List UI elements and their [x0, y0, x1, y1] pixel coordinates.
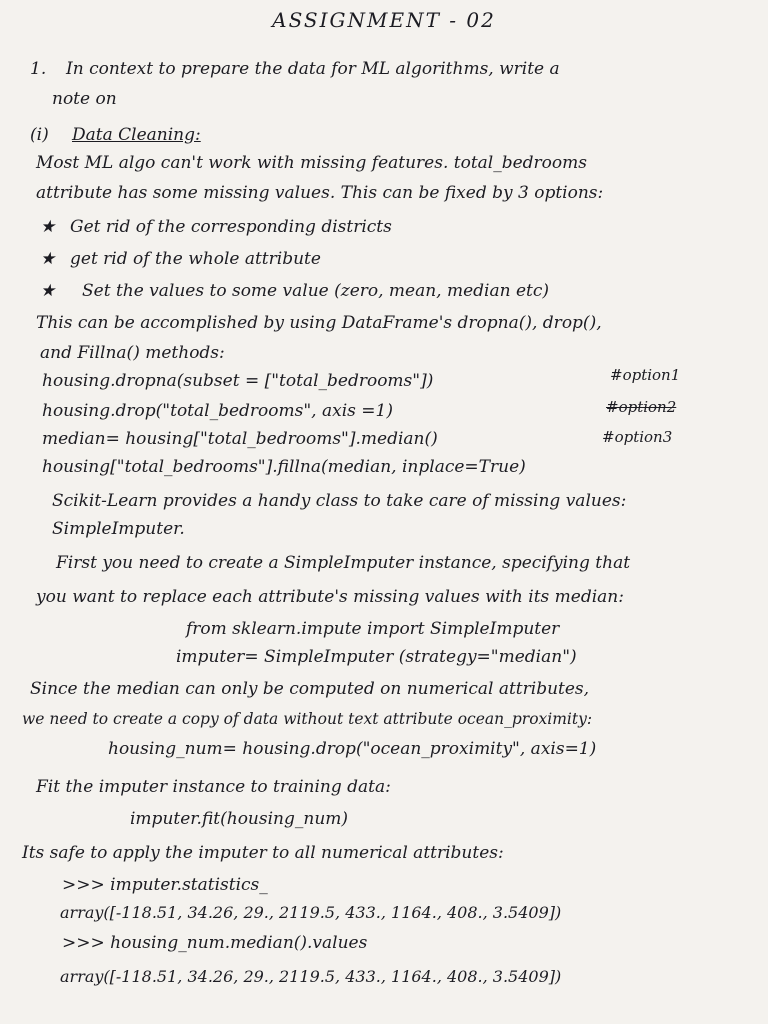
- code1-line-3: median= housing["total_bedrooms"].median(): [42, 429, 438, 449]
- assignment-title: ASSIGNMENT - 02: [272, 8, 496, 32]
- section-label: (i): [30, 125, 49, 145]
- paragraph6: Fit the imputer instance to training data:: [36, 777, 391, 797]
- paragraph3-line-1: Scikit-Learn provides a handy class to take care of missing values:: [52, 491, 627, 511]
- code2-line-1: from sklearn.impute import SimpleImputer: [186, 619, 560, 639]
- paragraph1-line-2: attribute has some missing values. This can be fixed by 3 options:: [36, 183, 604, 203]
- code1-comment-2: #option2: [606, 398, 677, 416]
- question-line-2: note on: [52, 89, 117, 109]
- console-line-2: array([-118.51, 34.26, 29., 2119.5, 433., 1164., 408., 3.5409]): [60, 903, 562, 922]
- code1-line-4: housing["total_bedrooms"].fillna(median, inplace=True): [42, 457, 526, 477]
- option-3: Set the values to some value (zero, mean, median etc): [82, 281, 550, 301]
- code4-line: imputer.fit(housing_num): [130, 809, 349, 829]
- paragraph7: Its safe to apply the imputer to all numerical attributes:: [22, 843, 504, 863]
- paragraph2-line-2: and Fillna() methods:: [40, 343, 225, 363]
- code1-line-1: housing.dropna(subset = ["total_bedrooms"]): [42, 371, 434, 391]
- console-line-3: >>> housing_num.median().values: [62, 933, 368, 953]
- question-line-1: In context to prepare the data for ML algorithms, write a: [66, 59, 560, 79]
- section-heading: Data Cleaning:: [72, 125, 201, 145]
- paragraph5-line-2: we need to create a copy of data without text attribute ocean_proximity:: [22, 710, 593, 728]
- option-1: Get rid of the corresponding districts: [70, 217, 392, 237]
- code3-line: housing_num= housing.drop("ocean_proximity", axis=1): [108, 739, 597, 759]
- star-bullet-icon: ★: [40, 281, 56, 301]
- console-line-1: >>> imputer.statistics_: [62, 875, 268, 895]
- paragraph5-line-1: Since the median can only be computed on numerical attributes,: [30, 679, 590, 699]
- question-number: 1.: [30, 59, 47, 79]
- option-2: get rid of the whole attribute: [70, 249, 321, 269]
- paragraph4-line-1: First you need to create a SimpleImputer instance, specifying that: [56, 553, 631, 573]
- code1-comment-1: #option1: [610, 366, 681, 384]
- paragraph3-line-2: SimpleImputer.: [52, 519, 185, 539]
- code1-line-2: housing.drop("total_bedrooms", axis =1): [42, 401, 393, 421]
- paragraph2-line-1: This can be accomplished by using DataFrame's dropna(), drop(),: [36, 313, 602, 333]
- console-line-4: array([-118.51, 34.26, 29., 2119.5, 433., 1164., 408., 3.5409]): [60, 967, 562, 986]
- star-bullet-icon: ★: [40, 249, 56, 269]
- paragraph4-line-2: you want to replace each attribute's missing values with its median:: [36, 587, 624, 607]
- star-bullet-icon: ★: [40, 217, 56, 237]
- code1-comment-3: #option3: [602, 428, 673, 446]
- paragraph1-line-1: Most ML algo can't work with missing features. total_bedrooms: [36, 153, 587, 173]
- code2-line-2: imputer= SimpleImputer (strategy="median"): [176, 647, 577, 667]
